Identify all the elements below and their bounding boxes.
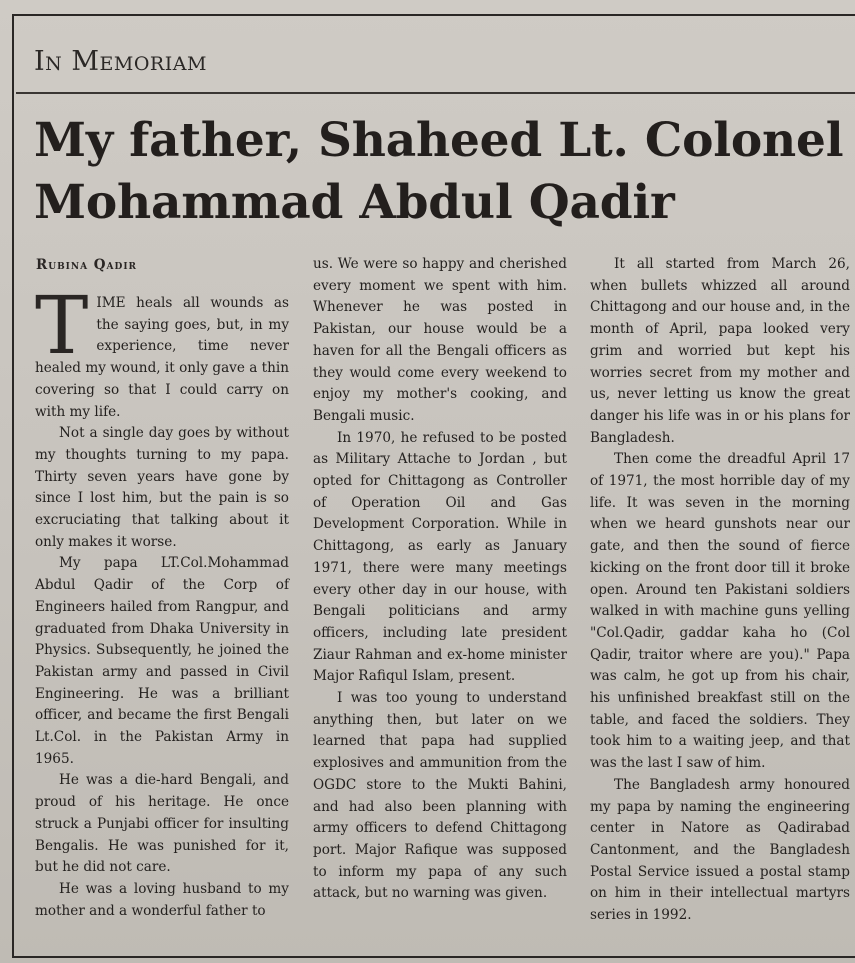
paragraph-text: IME heals all wounds as the saying goes, but, in my experience, time never healed my wound, it only gave a thin covering so that I could carry on with my life.: [35, 295, 289, 420]
article-column-3: [590, 254, 850, 927]
headline: [34, 110, 854, 234]
paragraph: us. We were so happy and cherished every moment we spent with him. Whenever he was posted in Pakistan, our house would be a haven for all the Bengali officers as they would come every weekend to enjoy my mother's cooking, and Bengali music.: [313, 256, 567, 424]
paragraph: Then come the dreadful April 17 of 1971, the most horrible day of my life. It was seven in the morning when we heard gunshots near our gate, and then the sound of fierce kicking on the front door till it broke open. Around ten Pakistani soldiers walked in with machine guns yelling "Col.Qadir, gaddar kaha ho (Col Qadir, traitor where are you)." Papa was calm, he got up from his chair, his unfinished breakfast still on the table, and faced the soldiers. They took him to a waiting jeep, and that was the last I saw of him.: [590, 451, 850, 772]
article-column-1: [35, 279, 289, 922]
paragraph: He was a loving husband to my mother and a wonderful father to: [35, 880, 289, 919]
headline-line-1: My father, Shaheed Lt. Colonel: [34, 113, 844, 168]
article-column-2: [313, 254, 567, 905]
byline: Rubina Qadir: [36, 257, 138, 273]
section-label: In Memoriam: [34, 46, 207, 77]
drop-cap: T: [35, 279, 89, 372]
paragraph: I was too young to understand anything then, but later on we learned that papa had supplied explosives and ammunition from the OGDC store to the Mukti Bahini, and had also been planning with army officers to defend Chittagong port. Major Rafique was supposed to inform my papa of any such attack, but no warning was given.: [313, 690, 567, 902]
paragraph: He was a die-hard Bengali, and proud of his heritage. He once struck a Punjabi officer for insulting Bengalis. He was punished for it, but he did not care.: [35, 772, 289, 876]
paragraph: Not a single day goes by without my thoughts turning to my papa. Thirty seven years have gone by since I lost him, but the pain is so excruciating that talking about it only makes it worse.: [35, 425, 289, 550]
paragraph: The Bangladesh army honoured my papa by naming the engineering center in Natore as Qadirabad Cantonment, and the Bangladesh Postal Service issued a postal stamp on him in their intellectual martyrs series in 1992.: [590, 776, 850, 924]
section-rule: [16, 92, 855, 94]
paragraph: [35, 279, 289, 423]
paragraph: In 1970, he refused to be posted as Military Attache to Jordan , but opted for Chittagong as Controller of Operation Oil and Gas Development Corporation. While in Chittagong, as early as January 1971, there were many meetings every other day in our house, with Bengali politicians and army officers, including late president Ziaur Rahman and ex-home minister Major Rafiqul Islam, present.: [313, 429, 567, 685]
paragraph: My papa LT.Col.Mohammad Abdul Qadir of the Corp of Engineers hailed from Rangpur, and graduated from Dhaka University in Physics. Subsequently, he joined the Pakistan army and passed in Civil Engineering. He was a brilliant officer, and became the first Bengali Lt.Col. in the Pakistan Army in 1965.: [35, 555, 289, 767]
headline-line-2: Mohammad Abdul Qadir: [34, 175, 675, 230]
paragraph: It all started from March 26, when bullets whizzed all around Chittagong and our house and, in the month of April, papa looked very grim and worried but kept his worries secret from my mother and us, never letting us know the great danger his life was in or his plans for Bangladesh.: [590, 256, 850, 446]
